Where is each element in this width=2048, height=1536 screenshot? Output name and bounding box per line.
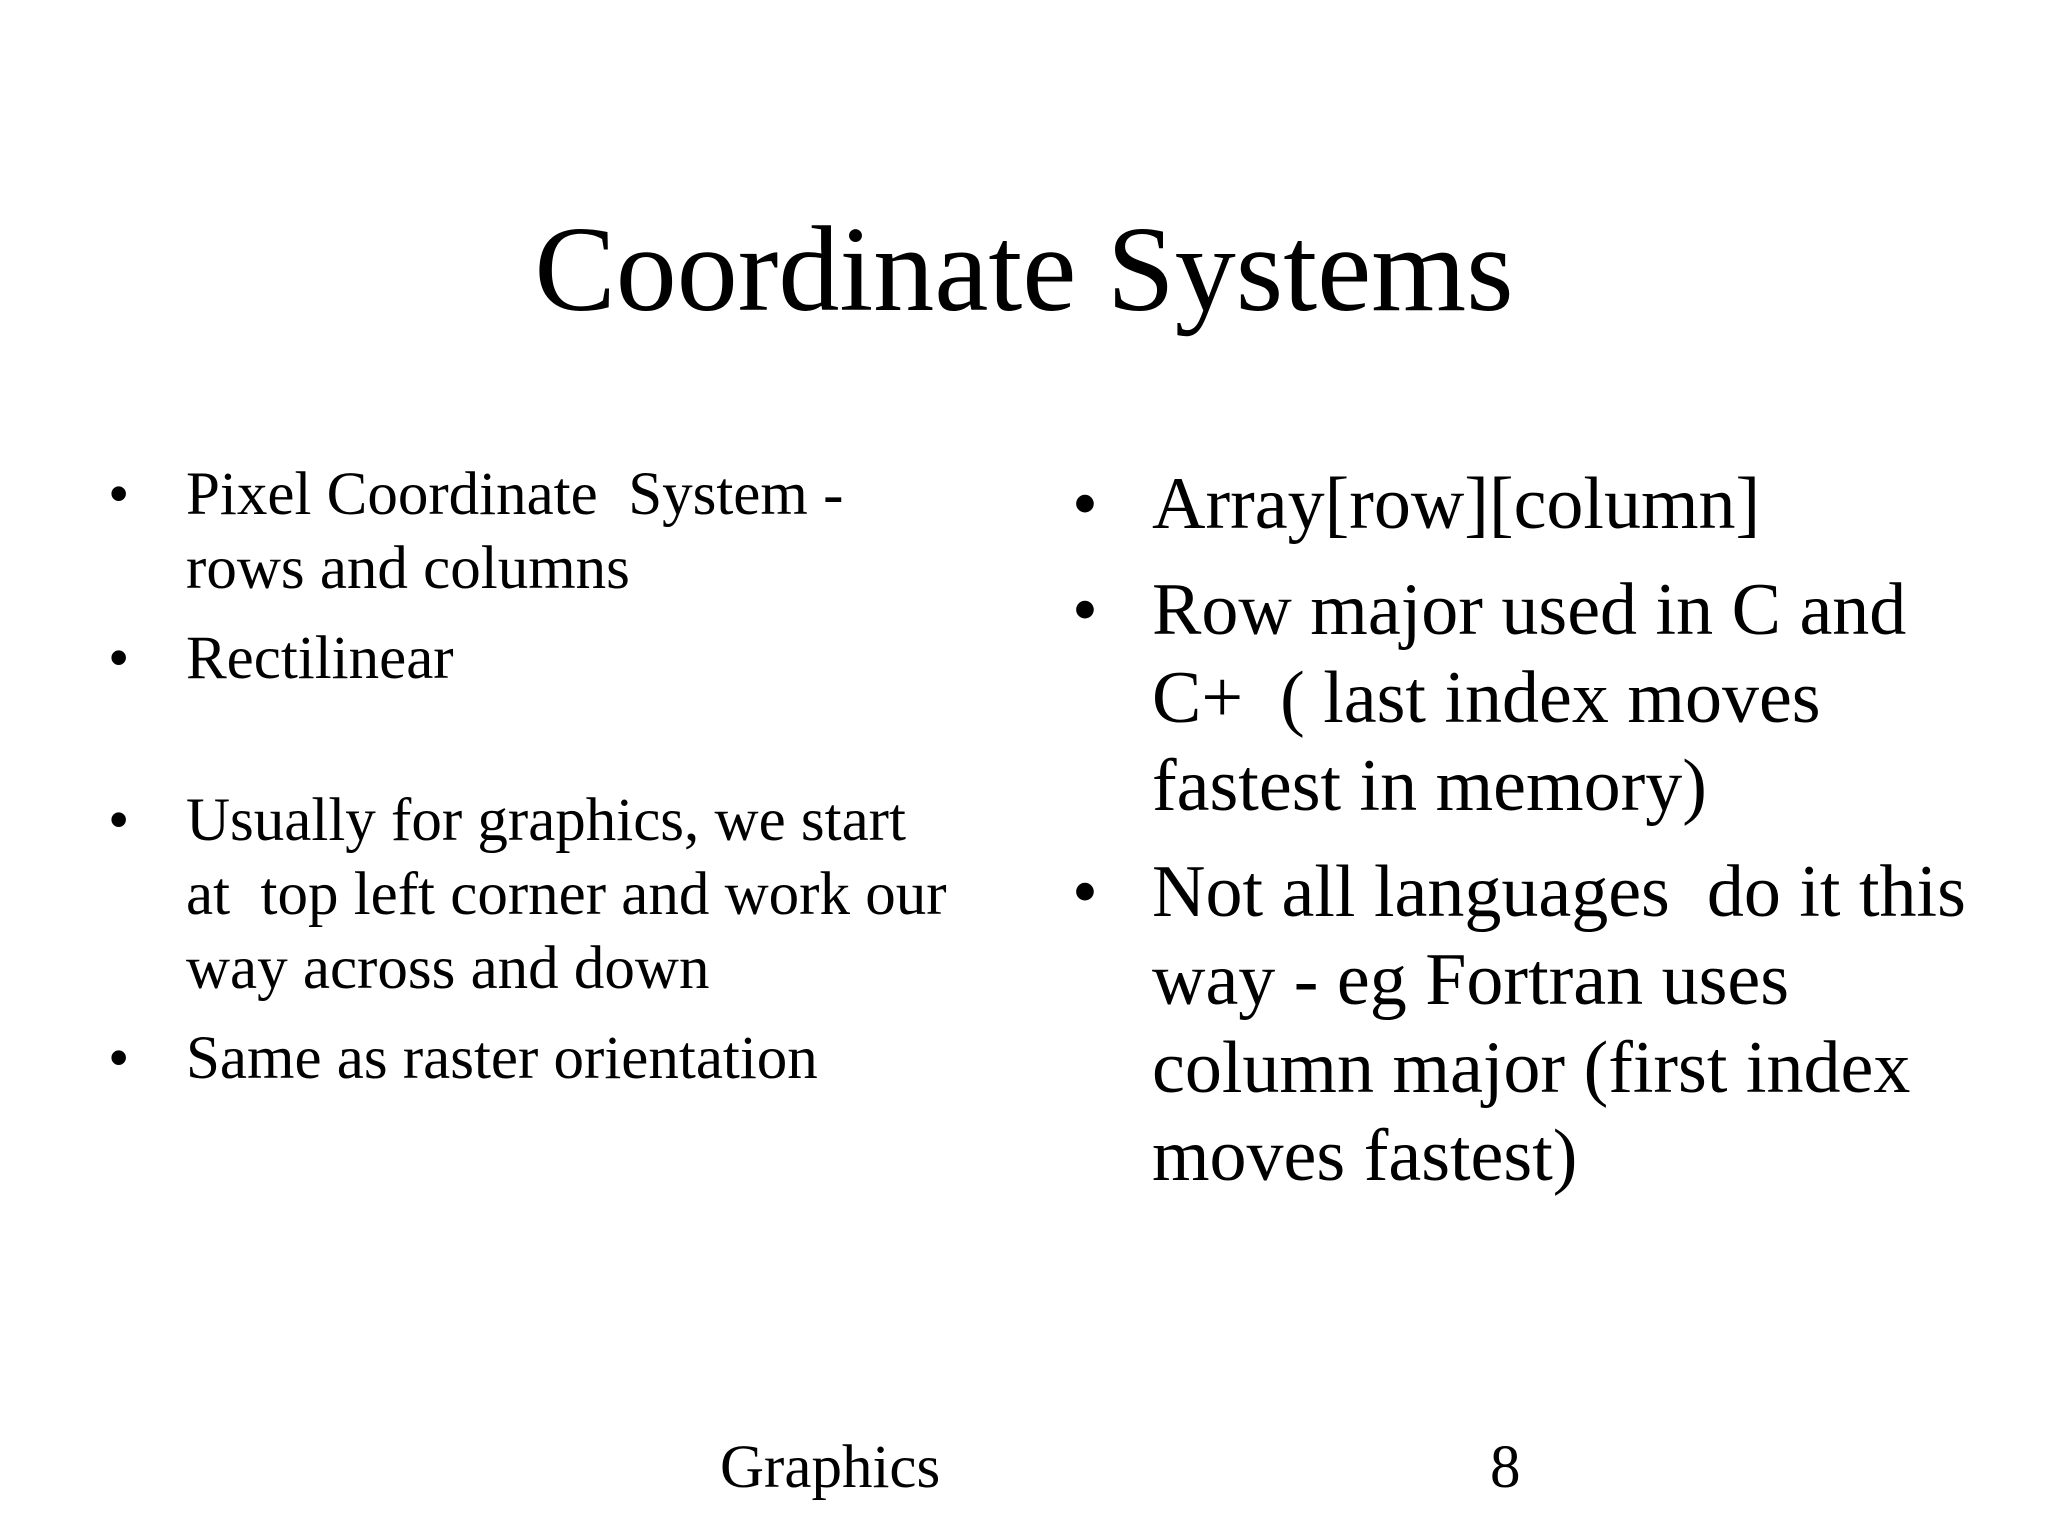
bullet-icon: • <box>108 787 130 854</box>
page-number: 8 <box>1490 1434 1521 1501</box>
bullet-text: Row major used in C and C+ ( last index moves fastest in memory) <box>1152 569 1925 827</box>
bullet-icon: • <box>1072 569 1098 651</box>
bullet-item <box>104 458 964 606</box>
bullet-item <box>104 622 964 696</box>
right-bullet-list <box>1070 460 2010 1218</box>
bullet-text: Not all languages do it this way - eg Fortran uses column major (first index moves fastest) <box>1152 851 1985 1197</box>
bullet-item <box>104 1022 964 1096</box>
bullet-text: Usually for graphics, we start at top left corner and work our way across and down <box>186 787 962 1002</box>
left-bullet-list <box>104 458 964 1112</box>
bullet-icon: • <box>1072 851 1098 933</box>
bullet-item <box>1070 460 2010 548</box>
bullet-text: Array[row][column] <box>1152 463 1761 545</box>
bullet-item <box>104 784 964 1006</box>
bullet-text: Rectilinear <box>186 625 454 692</box>
bullet-icon: • <box>108 461 130 528</box>
bullet-icon: • <box>108 625 130 692</box>
bullet-item <box>1070 566 2010 830</box>
bullet-icon: • <box>108 1025 130 1092</box>
bullet-text: Pixel Coordinate System - rows and columns <box>186 461 859 602</box>
bullet-icon: • <box>1072 463 1098 545</box>
bullet-item <box>1070 848 2010 1200</box>
bullet-text: Same as raster orientation <box>186 1025 818 1092</box>
slide-title: Coordinate Systems <box>534 202 1514 337</box>
footer-text: Graphics <box>720 1434 941 1501</box>
